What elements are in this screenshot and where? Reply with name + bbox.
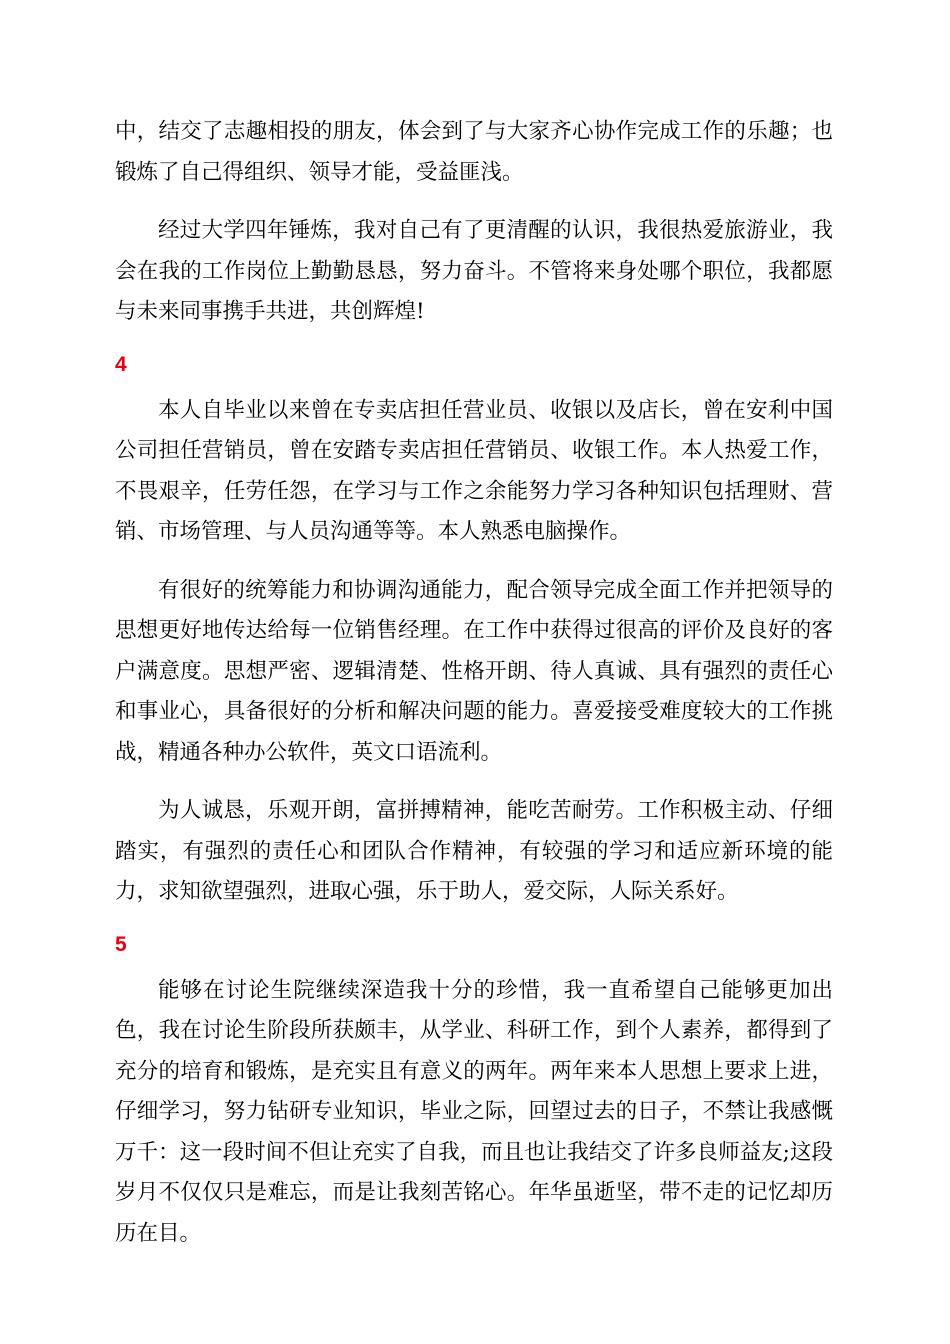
paragraph: 为人诚恳，乐观开朗，富拼搏精神，能吃苦耐劳。工作积极主动、仔细踏实，有强烈的责任心和团队合作精神，有较强的学习和适应新环境的能力，求知欲望强烈，进取心强，乐于助人，爱交际，人际关系好。 xyxy=(115,798,833,904)
paragraph: 有很好的统筹能力和协调沟通能力，配合领导完成全面工作并把领导的思想更好地传达给每一位销售经理。在工作中获得过很高的评价及良好的客户满意度。思想严密、逻辑清楚、性格开朗、待人真诚、具有强烈的责任心和事业心，具备很好的分析和解决问题的能力。喜爱接受难度较大的工作挑战，精通各种办公软件，英文口语流利。 xyxy=(115,577,833,765)
section-number-5: 5 xyxy=(115,932,127,956)
paragraph: 经过大学四年锤炼，我对自己有了更清醒的认识，我很热爱旅游业，我会在我的工作岗位上勤勤恳恳，努力奋斗。不管将来身处哪个职位，我都愿与未来同事携手共进，共创辉煌! xyxy=(115,218,833,324)
section-number-4: 4 xyxy=(115,352,127,376)
paragraph: 能够在讨论生院继续深造我十分的珍惜，我一直希望自己能够更加出色，我在讨论生阶段所获颇丰，从学业、科研工作，到个人素养，都得到了充分的培育和锻炼，是充实且有意义的两年。两年来本人思想上要求上进，仔细学习，努力钻研专业知识，毕业之际，回望过去的日子，不禁让我感慨万千：这一段时间不但让充实了自我，而且也让我结交了许多良师益友;这段岁月不仅仅只是难忘，而是让我刻苦铭心。年华虽逝坚，带不走的记忆却历历在目。 xyxy=(115,977,833,1246)
paragraph: 本人自毕业以来曾在专卖店担任营业员、收银以及店长，曾在安利中国公司担任营销员，曾在安踏专卖店担任营销员、收银工作。本人热爱工作，不畏艰辛，任劳任怨，在学习与工作之余能努力学习各种知识包括理财、营销、市场管理、与人员沟通等等。本人熟悉电脑操作。 xyxy=(115,397,833,544)
document-body xyxy=(115,112,833,1272)
paragraph-continued: 中，结交了志趣相投的朋友，体会到了与大家齐心协作完成工作的乐趣；也锻炼了自己得组织、领导才能，受益匪浅。 xyxy=(115,119,833,185)
